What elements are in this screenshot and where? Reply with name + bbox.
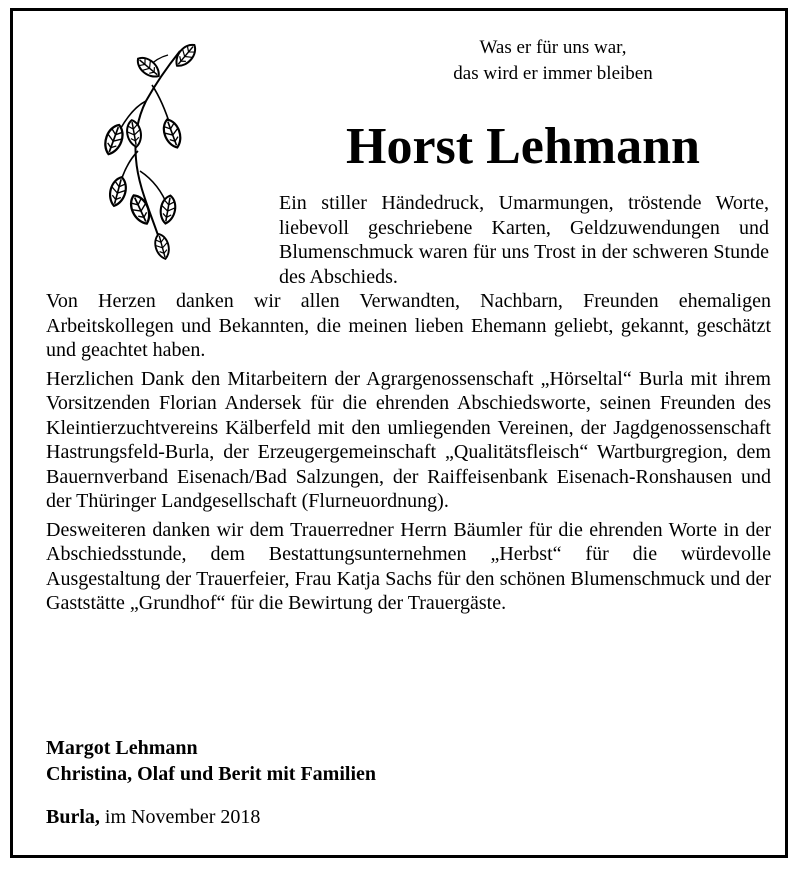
intro-paragraph: Ein stiller Händedruck, Umarmungen, tröstende Worte, liebevoll geschriebene Karten, Geldzuwendungen und Blumenschmuck waren für uns Trost in der schweren Stunde des Abschieds. xyxy=(279,192,769,288)
signers xyxy=(46,735,646,787)
signer-line-2: Christina, Olaf und Berit mit Familien xyxy=(46,763,376,785)
place-date xyxy=(46,804,646,830)
thanks-text xyxy=(46,289,771,620)
signer-line-1: Margot Lehmann xyxy=(46,737,198,759)
place-date-text: im November 2018 xyxy=(104,806,261,828)
thanks-paragraph-2: Herzlichen Dank den Mitarbeitern der Agrargenossenschaft „Hörseltal“ Burla mit ihrem Vorsitzenden Florian Andersek für die ehrenden Abschiedsworte, seinen Freunden des Kleintierzuchtvereins Kälberfeld mit den umliegenden Vereinen, der Jagdgenossenschaft Hastrungsfeld-Burla, der Erzeugergemeinschaft „Qualitätsfleisch“ Wartburgregion, dem Bauernverband Eisenach/Bad Salzungen, der Raiffeisenbank Eisenach-Ronshausen und der Thüringer Landgesellschaft (Flurneuordnung). xyxy=(46,367,771,512)
deceased-name: Horst Lehmann xyxy=(346,118,700,175)
motto-line-1: Was er für uns war, xyxy=(479,37,627,58)
leaf-branch-icon xyxy=(68,41,198,266)
obituary-card xyxy=(10,8,788,858)
thanks-paragraph-3: Desweiteren danken wir dem Trauerredner Herrn Bäumler für die ehrenden Worte in der Abschiedsstunde, dem Bestattungsunternehmen „Herbst“ für die würdevolle Ausgestaltung der Trauerfeier, Frau Katja Sachs für den schönen Blumenschmuck und der Gaststätte „Grundhof“ für die Bewirtung der Trauergäste. xyxy=(46,518,771,614)
motto xyxy=(353,35,753,87)
motto-line-2: das wird er immer bleiben xyxy=(453,63,653,84)
thanks-paragraph-1: Von Herzen danken wir allen Verwandten, Nachbarn, Freunden ehemaligen Arbeitskollegen und Bekannten, die meinen lieben Ehemann geliebt, gekannt, geschätzt und geachtet haben. xyxy=(46,290,771,361)
place-town: Burla, xyxy=(46,806,100,828)
